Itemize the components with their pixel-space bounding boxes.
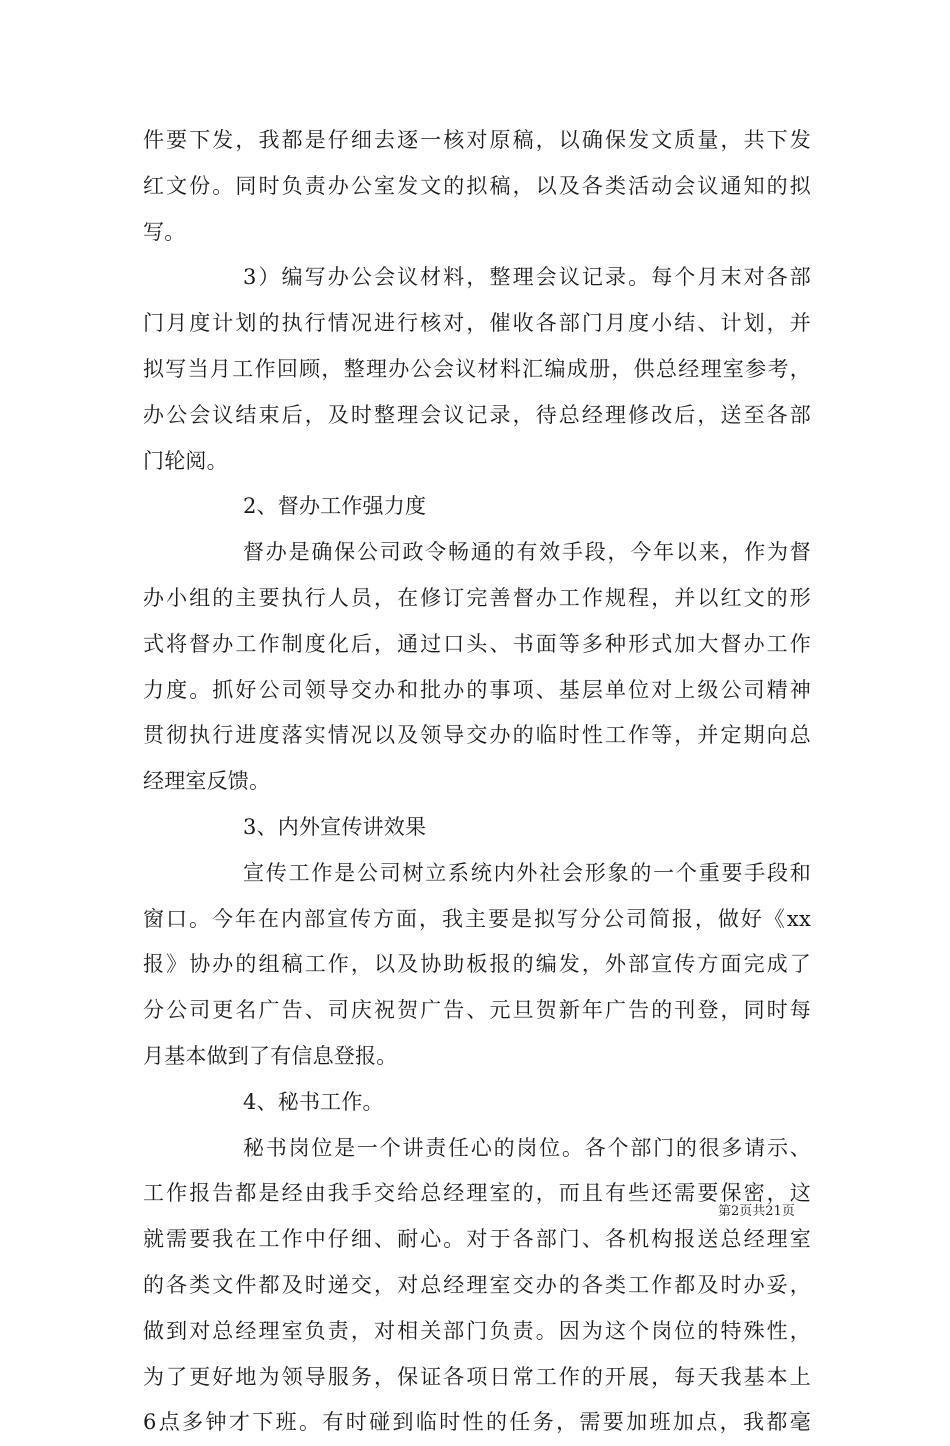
text-line: 窗口。今年在内部宣传方面，我主要是拟写分公司简报，做好《xx: [143, 906, 811, 931]
text-line: 6点多钟才下班。有时碰到临时性的任务，需要加班加点，我都毫: [143, 1410, 811, 1435]
text-line: 拟写当月工作回顾，整理办公会议材料汇编成册，供总经理室参考，: [143, 356, 811, 381]
text-line: 2、督办工作强力度: [243, 494, 427, 519]
text-line: 门轮阅。: [143, 448, 228, 473]
text-line: 督办是确保公司政令畅通的有效手段，今年以来，作为督: [243, 540, 811, 565]
text-line: 门月度计划的执行情况进行核对，催收各部门月度小结、计划，并: [143, 311, 811, 336]
text-line: 办小组的主要执行人员，在修订完善督办工作规程，并以红文的形: [143, 585, 811, 610]
text-line: 宣传工作是公司树立系统内外社会形象的一个重要手段和: [243, 860, 811, 885]
text-line: 的各类文件都及时递交，对总经理室交办的各类工作都及时办妥，: [143, 1272, 811, 1297]
text-line: 力度。抓好公司领导交办和批办的事项、基层单位对上级公司精神: [143, 677, 811, 702]
text-line: 报》协办的组稿工作，以及协助板报的编发，外部宣传方面完成了: [143, 952, 811, 977]
text-line: 件要下发，我都是仔细去逐一核对原稿，以确保发文质量，共下发: [143, 128, 811, 152]
text-line: 红文份。同时负责办公室发文的拟稿，以及各类活动会议通知的拟: [143, 173, 811, 198]
text-line: 办公会议结束后，及时整理会议记录，待总经理修改后，送至各部: [143, 402, 811, 427]
text-line: 4、秘书工作。: [243, 1089, 384, 1114]
text-line: 就需要我在工作中仔细、耐心。对于各部门、各机构报送总经理室: [143, 1227, 811, 1252]
text-line: 3）编写办公会议材料，整理会议记录。每个月末对各部: [243, 265, 811, 290]
text-line: 月基本做到了有信息登报。: [143, 1043, 398, 1068]
document-body: [143, 118, 811, 1446]
page-number: 第2页共21页: [718, 1204, 795, 1219]
text-line: 贯彻执行进度落实情况以及领导交办的临时性工作等，并定期向总: [143, 723, 811, 748]
text-line: 写。: [143, 219, 186, 244]
text-line: 工作报告都是经由我手交给总经理室的，而且有些还需要保密，这: [143, 1181, 811, 1206]
text-line: 为了更好地为领导服务，保证各项日常工作的开展，每天我基本上: [143, 1364, 811, 1389]
text-line: 做到对总经理室负责，对相关部门负责。因为这个岗位的特殊性，: [143, 1318, 811, 1343]
text-line: 式将督办工作制度化后，通过口头、书面等多种形式加大督办工作: [143, 631, 811, 656]
text-line: 3、内外宣传讲效果: [243, 814, 427, 839]
text-line: 经理室反馈。: [143, 769, 271, 794]
text-line: 秘书岗位是一个讲责任心的岗位。各个部门的很多请示、: [243, 1135, 811, 1160]
text-line: 分公司更名广告、司庆祝贺广告、元旦贺新年广告的刊登，同时每: [143, 998, 811, 1023]
